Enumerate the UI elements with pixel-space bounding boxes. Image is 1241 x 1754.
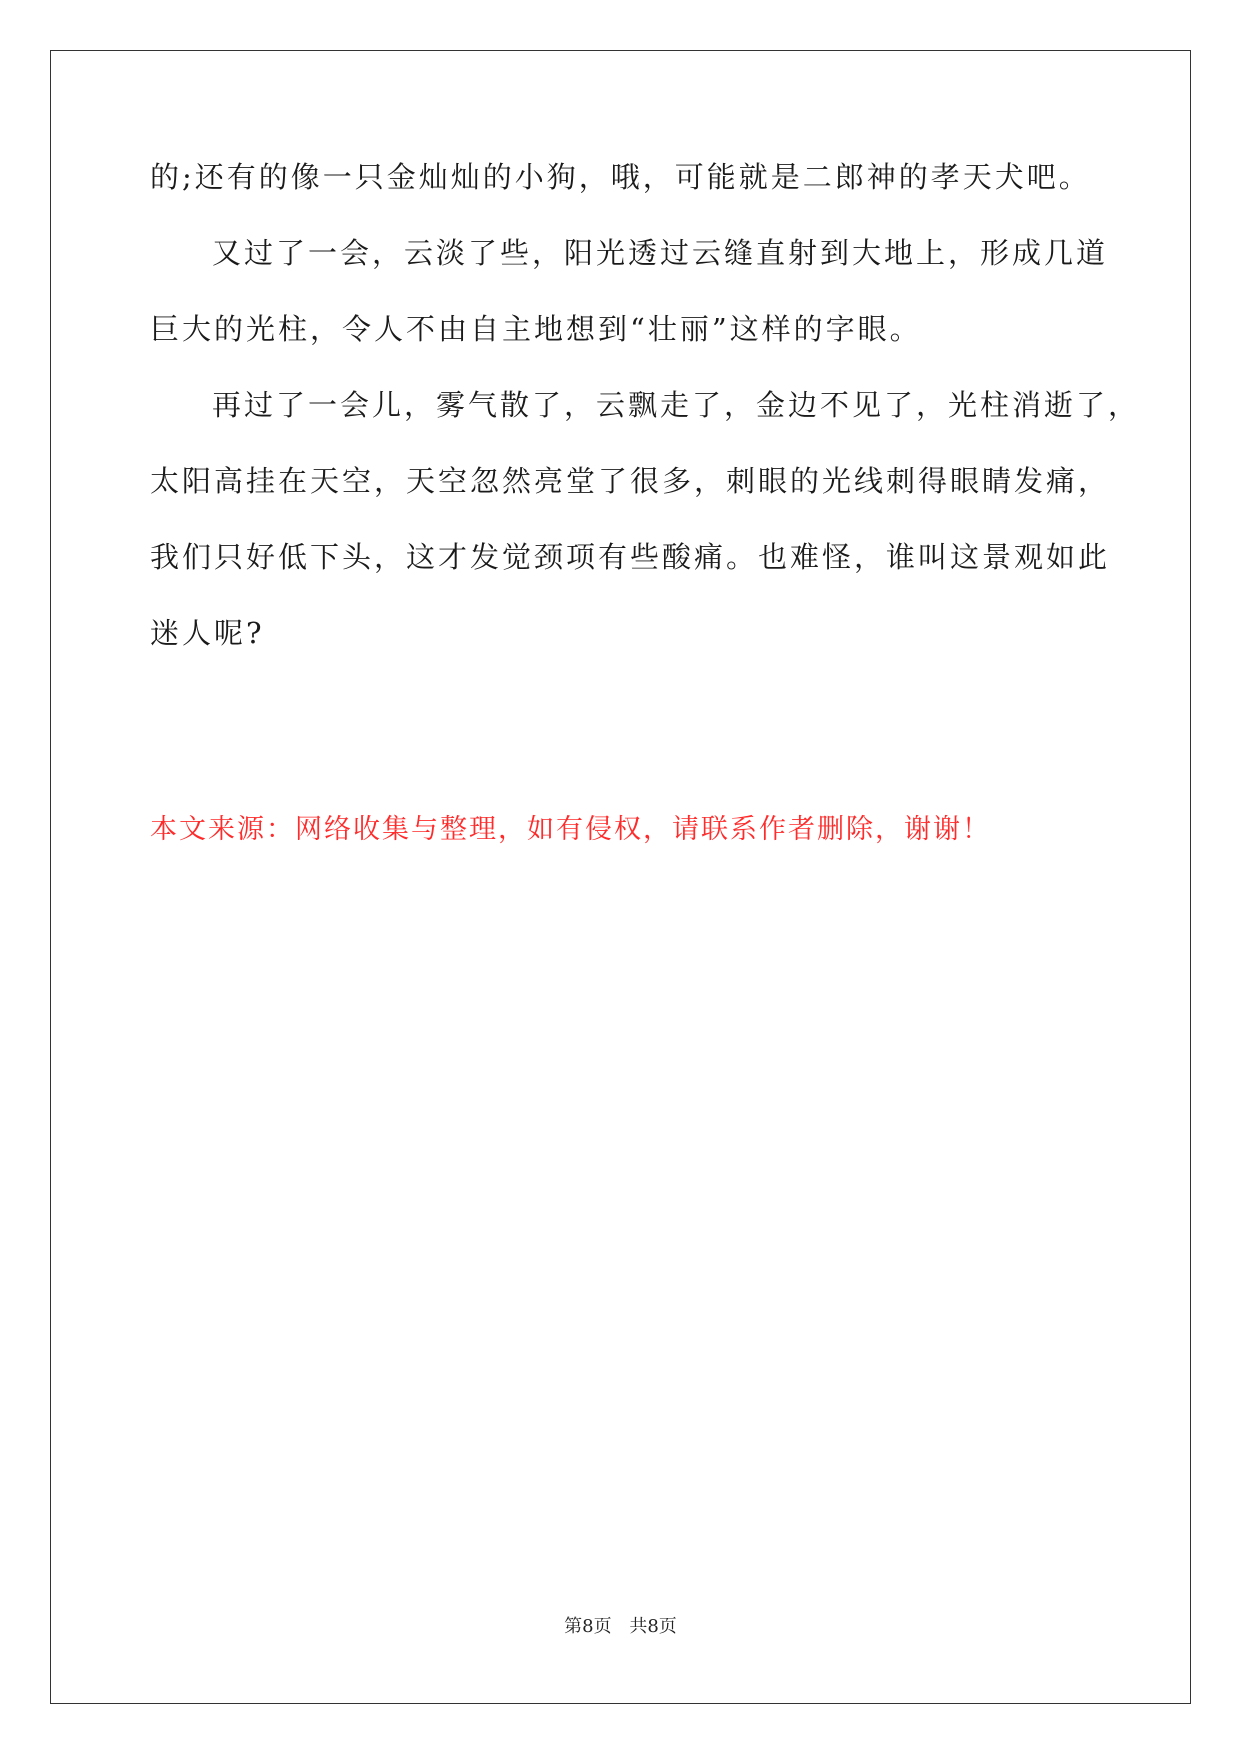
source-disclaimer: 本文来源：网络收集与整理，如有侵权，请联系作者删除，谢谢！	[150, 814, 991, 845]
paragraph-line: 又过了一会，云淡了些，阳光透过云缝直射到大地上，形成几道	[212, 236, 1109, 270]
page-footer	[0, 1616, 1241, 1638]
page-border	[50, 50, 1191, 1704]
total-page-count: 共8页	[629, 1616, 677, 1637]
paragraph-line: 的;还有的像一只金灿灿的小狗，哦，可能就是二郎神的孝天犬吧。	[150, 160, 1091, 194]
current-page-number: 第8页	[564, 1616, 612, 1637]
paragraph-line: 巨大的光柱，令人不由自主地想到“壮丽”这样的字眼。	[150, 312, 922, 346]
paragraph-line: 再过了一会儿，雾气散了，云飘走了，金边不见了，光柱消逝了，	[212, 388, 1141, 422]
paragraph-line: 我们只好低下头，这才发觉颈项有些酸痛。也难怪，谁叫这景观如此	[150, 540, 1111, 574]
paragraph-line: 迷人呢?	[150, 616, 265, 650]
paragraph-line: 太阳高挂在天空，天空忽然亮堂了很多，刺眼的光线刺得眼睛发痛，	[150, 464, 1111, 498]
